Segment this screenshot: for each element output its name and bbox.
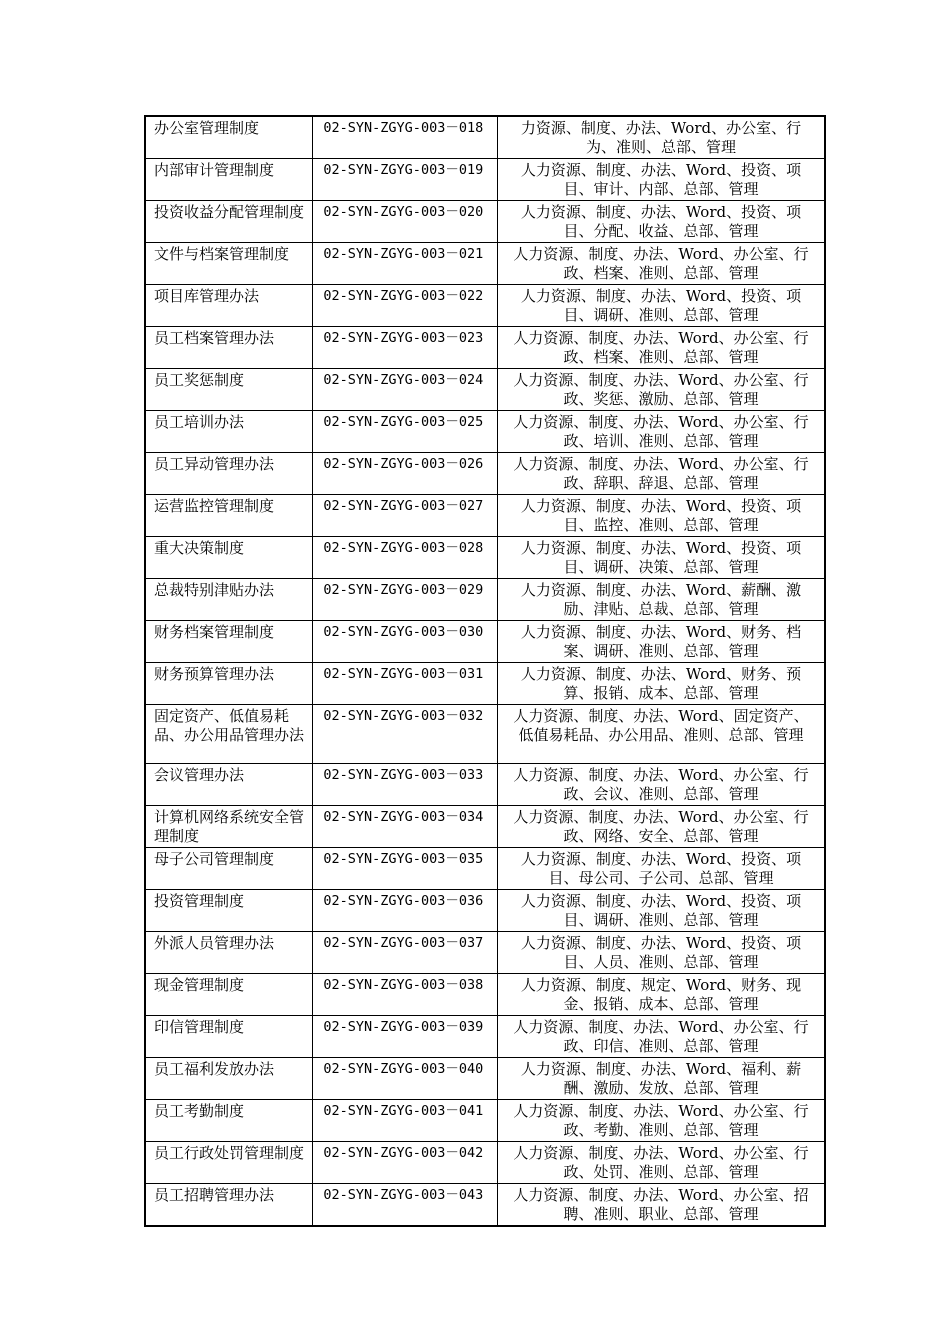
document-code-cell: 02-SYN-ZGYG-003－019 — [313, 159, 498, 201]
document-name-cell: 母子公司管理制度 — [145, 848, 313, 890]
document-name-cell: 运营监控管理制度 — [145, 495, 313, 537]
document-name-cell: 印信管理制度 — [145, 1016, 313, 1058]
table-row — [145, 116, 825, 159]
document-code-cell: 02-SYN-ZGYG-003－031 — [313, 663, 498, 705]
document-code-cell: 02-SYN-ZGYG-003－036 — [313, 890, 498, 932]
keywords-cell: 人力资源、制度、办法、Word、办公室、行政、网络、安全、总部、管理 — [498, 806, 826, 848]
document-code-cell: 02-SYN-ZGYG-003－035 — [313, 848, 498, 890]
document-name-cell: 固定资产、低值易耗品、办公用品管理办法 — [145, 705, 313, 764]
document-code-cell: 02-SYN-ZGYG-003－022 — [313, 285, 498, 327]
table-row — [145, 1058, 825, 1100]
document-code-cell: 02-SYN-ZGYG-003－029 — [313, 579, 498, 621]
document-code-cell: 02-SYN-ZGYG-003－024 — [313, 369, 498, 411]
table-row — [145, 848, 825, 890]
document-code-cell: 02-SYN-ZGYG-003－033 — [313, 764, 498, 806]
keywords-cell: 人力资源、制度、办法、Word、办公室、行政、培训、准则、总部、管理 — [498, 411, 826, 453]
keywords-cell: 人力资源、制度、办法、Word、办公室、行政、奖惩、激励、总部、管理 — [498, 369, 826, 411]
document-code-cell: 02-SYN-ZGYG-003－041 — [313, 1100, 498, 1142]
document-name-cell: 办公室管理制度 — [145, 116, 313, 159]
keywords-cell: 人力资源、制度、办法、Word、投资、项目、分配、收益、总部、管理 — [498, 201, 826, 243]
document-name-cell: 内部审计管理制度 — [145, 159, 313, 201]
keywords-cell: 人力资源、制度、办法、Word、固定资产、低值易耗品、办公用品、准则、总部、管理 — [498, 705, 826, 764]
document-code-cell: 02-SYN-ZGYG-003－018 — [313, 116, 498, 159]
document-code-cell: 02-SYN-ZGYG-003－032 — [313, 705, 498, 764]
keywords-cell: 人力资源、制度、办法、Word、办公室、行政、会议、准则、总部、管理 — [498, 764, 826, 806]
document-name-cell: 重大决策制度 — [145, 537, 313, 579]
keywords-cell: 人力资源、制度、办法、Word、投资、项目、人员、准则、总部、管理 — [498, 932, 826, 974]
table-row — [145, 1100, 825, 1142]
table-row — [145, 495, 825, 537]
table-row — [145, 537, 825, 579]
document-code-cell: 02-SYN-ZGYG-003－023 — [313, 327, 498, 369]
document-code-cell: 02-SYN-ZGYG-003－042 — [313, 1142, 498, 1184]
table-row — [145, 243, 825, 285]
table-row — [145, 764, 825, 806]
document-table — [144, 115, 826, 1227]
table-row — [145, 621, 825, 663]
document-name-cell: 员工行政处罚管理制度 — [145, 1142, 313, 1184]
table-row — [145, 327, 825, 369]
table-row — [145, 1142, 825, 1184]
document-name-cell: 项目库管理办法 — [145, 285, 313, 327]
table-row — [145, 201, 825, 243]
table-row — [145, 369, 825, 411]
document-name-cell: 现金管理制度 — [145, 974, 313, 1016]
document-code-cell: 02-SYN-ZGYG-003－039 — [313, 1016, 498, 1058]
document-name-cell: 会议管理办法 — [145, 764, 313, 806]
table-row — [145, 663, 825, 705]
table-row — [145, 890, 825, 932]
keywords-cell: 人力资源、制度、办法、Word、投资、项目、调研、决策、总部、管理 — [498, 537, 826, 579]
keywords-cell: 人力资源、制度、办法、Word、投资、项目、母公司、子公司、总部、管理 — [498, 848, 826, 890]
keywords-cell: 人力资源、制度、办法、Word、办公室、行政、印信、准则、总部、管理 — [498, 1016, 826, 1058]
document-code-cell: 02-SYN-ZGYG-003－026 — [313, 453, 498, 495]
document-code-cell: 02-SYN-ZGYG-003－040 — [313, 1058, 498, 1100]
document-name-cell: 投资管理制度 — [145, 890, 313, 932]
document-code-cell: 02-SYN-ZGYG-003－037 — [313, 932, 498, 974]
keywords-cell: 人力资源、制度、办法、Word、薪酬、激励、津贴、总裁、总部、管理 — [498, 579, 826, 621]
keywords-cell: 力资源、制度、办法、Word、办公室、行为、准则、总部、管理 — [498, 116, 826, 159]
table-row — [145, 579, 825, 621]
table-row — [145, 285, 825, 327]
keywords-cell: 人力资源、制度、办法、Word、财务、档案、调研、准则、总部、管理 — [498, 621, 826, 663]
table-row — [145, 411, 825, 453]
keywords-cell: 人力资源、制度、办法、Word、办公室、行政、档案、准则、总部、管理 — [498, 243, 826, 285]
document-name-cell: 员工考勤制度 — [145, 1100, 313, 1142]
document-name-cell: 总裁特别津贴办法 — [145, 579, 313, 621]
table-body — [145, 116, 825, 1226]
keywords-cell: 人力资源、制度、办法、Word、办公室、行政、辞职、辞退、总部、管理 — [498, 453, 826, 495]
keywords-cell: 人力资源、制度、规定、Word、财务、现金、报销、成本、总部、管理 — [498, 974, 826, 1016]
document-name-cell: 财务档案管理制度 — [145, 621, 313, 663]
document-code-cell: 02-SYN-ZGYG-003－043 — [313, 1184, 498, 1227]
document-code-cell: 02-SYN-ZGYG-003－038 — [313, 974, 498, 1016]
keywords-cell: 人力资源、制度、办法、Word、投资、项目、监控、准则、总部、管理 — [498, 495, 826, 537]
document-code-cell: 02-SYN-ZGYG-003－028 — [313, 537, 498, 579]
document-code-cell: 02-SYN-ZGYG-003－025 — [313, 411, 498, 453]
keywords-cell: 人力资源、制度、办法、Word、办公室、招聘、准则、职业、总部、管理 — [498, 1184, 826, 1227]
table-row — [145, 453, 825, 495]
table-row — [145, 705, 825, 764]
keywords-cell: 人力资源、制度、办法、Word、投资、项目、调研、准则、总部、管理 — [498, 285, 826, 327]
document-code-cell: 02-SYN-ZGYG-003－021 — [313, 243, 498, 285]
document-name-cell: 投资收益分配管理制度 — [145, 201, 313, 243]
keywords-cell: 人力资源、制度、办法、Word、投资、项目、审计、内部、总部、管理 — [498, 159, 826, 201]
table-row — [145, 159, 825, 201]
document-code-cell: 02-SYN-ZGYG-003－020 — [313, 201, 498, 243]
keywords-cell: 人力资源、制度、办法、Word、投资、项目、调研、准则、总部、管理 — [498, 890, 826, 932]
keywords-cell: 人力资源、制度、办法、Word、办公室、行政、考勤、准则、总部、管理 — [498, 1100, 826, 1142]
table-row — [145, 1184, 825, 1227]
table-row — [145, 932, 825, 974]
document-name-cell: 员工招聘管理办法 — [145, 1184, 313, 1227]
document-code-cell: 02-SYN-ZGYG-003－034 — [313, 806, 498, 848]
keywords-cell: 人力资源、制度、办法、Word、办公室、行政、处罚、准则、总部、管理 — [498, 1142, 826, 1184]
document-name-cell: 员工福利发放办法 — [145, 1058, 313, 1100]
keywords-cell: 人力资源、制度、办法、Word、办公室、行政、档案、准则、总部、管理 — [498, 327, 826, 369]
document-name-cell: 员工培训办法 — [145, 411, 313, 453]
table-row — [145, 1016, 825, 1058]
table-row — [145, 806, 825, 848]
table-row — [145, 974, 825, 1016]
document-name-cell: 外派人员管理办法 — [145, 932, 313, 974]
document-code-cell: 02-SYN-ZGYG-003－030 — [313, 621, 498, 663]
document-name-cell: 员工异动管理办法 — [145, 453, 313, 495]
document-name-cell: 员工档案管理办法 — [145, 327, 313, 369]
keywords-cell: 人力资源、制度、办法、Word、福利、薪酬、激励、发放、总部、管理 — [498, 1058, 826, 1100]
keywords-cell: 人力资源、制度、办法、Word、财务、预算、报销、成本、总部、管理 — [498, 663, 826, 705]
document-name-cell: 计算机网络系统安全管理制度 — [145, 806, 313, 848]
document-name-cell: 财务预算管理办法 — [145, 663, 313, 705]
document-code-cell: 02-SYN-ZGYG-003－027 — [313, 495, 498, 537]
document-name-cell: 员工奖惩制度 — [145, 369, 313, 411]
document-name-cell: 文件与档案管理制度 — [145, 243, 313, 285]
